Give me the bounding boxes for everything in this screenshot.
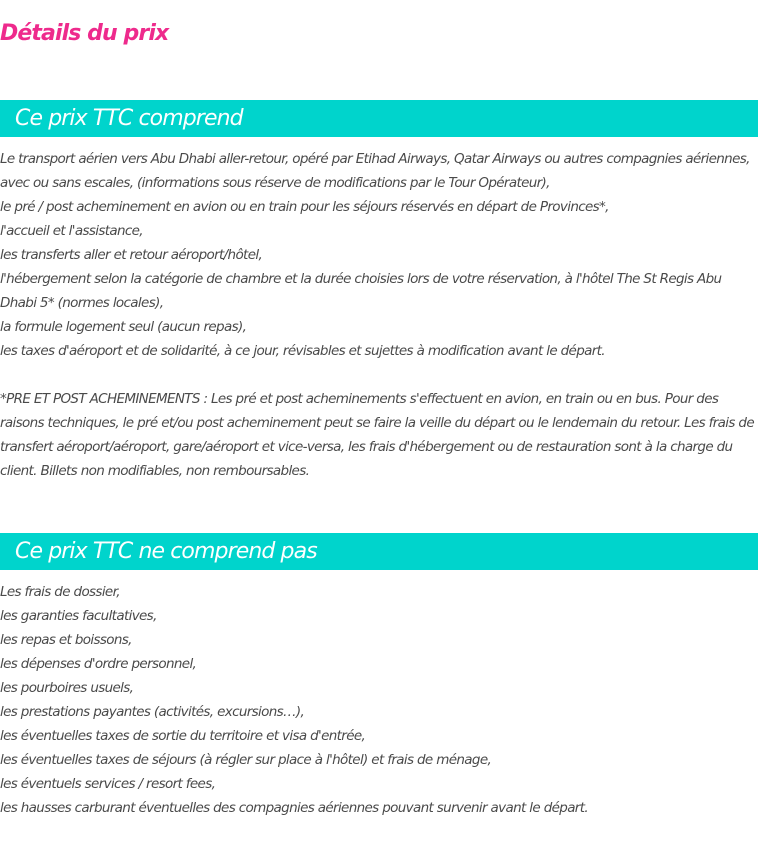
excludes-item: les pourboires usuels, bbox=[0, 680, 134, 696]
excludes-item: les éventuelles taxes de séjours (à régler sur place à l'hôtel) et frais de ménage, bbox=[0, 752, 492, 768]
section-header-excludes: Ce prix TTC ne comprend pas bbox=[0, 533, 758, 570]
excludes-item: Les frais de dossier, bbox=[0, 584, 120, 600]
excludes-item: les éventuels services / resort fees, bbox=[0, 776, 216, 792]
excludes-list bbox=[0, 580, 758, 820]
pre-post-transport-note bbox=[0, 387, 758, 483]
excludes-item: les repas et boissons, bbox=[0, 632, 132, 648]
includes-item: l'hébergement selon la catégorie de chambre et la durée choisies lors de votre réservation, à l'hôtel The St Regis Abu Dhabi 5* (normes locales), bbox=[0, 271, 722, 311]
excludes-item: les éventuelles taxes de sortie du territoire et visa d'entrée, bbox=[0, 728, 366, 744]
excludes-item: les dépenses d'ordre personnel, bbox=[0, 656, 197, 672]
includes-item: l'accueil et l'assistance, bbox=[0, 223, 143, 239]
includes-list bbox=[0, 147, 758, 363]
includes-item: le pré / post acheminement en avion ou en train pour les séjours réservés en départ de Provinces*, bbox=[0, 199, 609, 215]
note-text: *PRE ET POST ACHEMINEMENTS : Les pré et post acheminements s'effectuent en avion, en train ou en bus. Pour des raisons techniques, le pré et/ou post acheminement peut se faire la veille du départ ou le lendemain du retour. Les frais de transfert aéroport/aéroport, gare/aéroport et vice-versa, les frais d'hébergement ou de restauration sont à la charge du client. Billets non modifiables, non remboursables. bbox=[0, 391, 754, 479]
includes-item: la formule logement seul (aucun repas), bbox=[0, 319, 247, 335]
section-header-includes: Ce prix TTC comprend bbox=[0, 100, 758, 137]
page-title: Détails du prix bbox=[0, 21, 169, 46]
excludes-item: les hausses carburant éventuelles des compagnies aériennes pouvant survenir avant le départ. bbox=[0, 800, 588, 816]
excludes-item: les garanties facultatives, bbox=[0, 608, 157, 624]
includes-item: les taxes d'aéroport et de solidarité, à ce jour, révisables et sujettes à modification avant le départ. bbox=[0, 343, 605, 359]
includes-item: Le transport aérien vers Abu Dhabi aller-retour, opéré par Etihad Airways, Qatar Airways ou autres compagnies aériennes, avec ou sans escales, (informations sous réserve de modifications par le Tour Opérateur), bbox=[0, 151, 750, 191]
excludes-item: les prestations payantes (activités, excursions…), bbox=[0, 704, 305, 720]
includes-item: les transferts aller et retour aéroport/hôtel, bbox=[0, 247, 263, 263]
